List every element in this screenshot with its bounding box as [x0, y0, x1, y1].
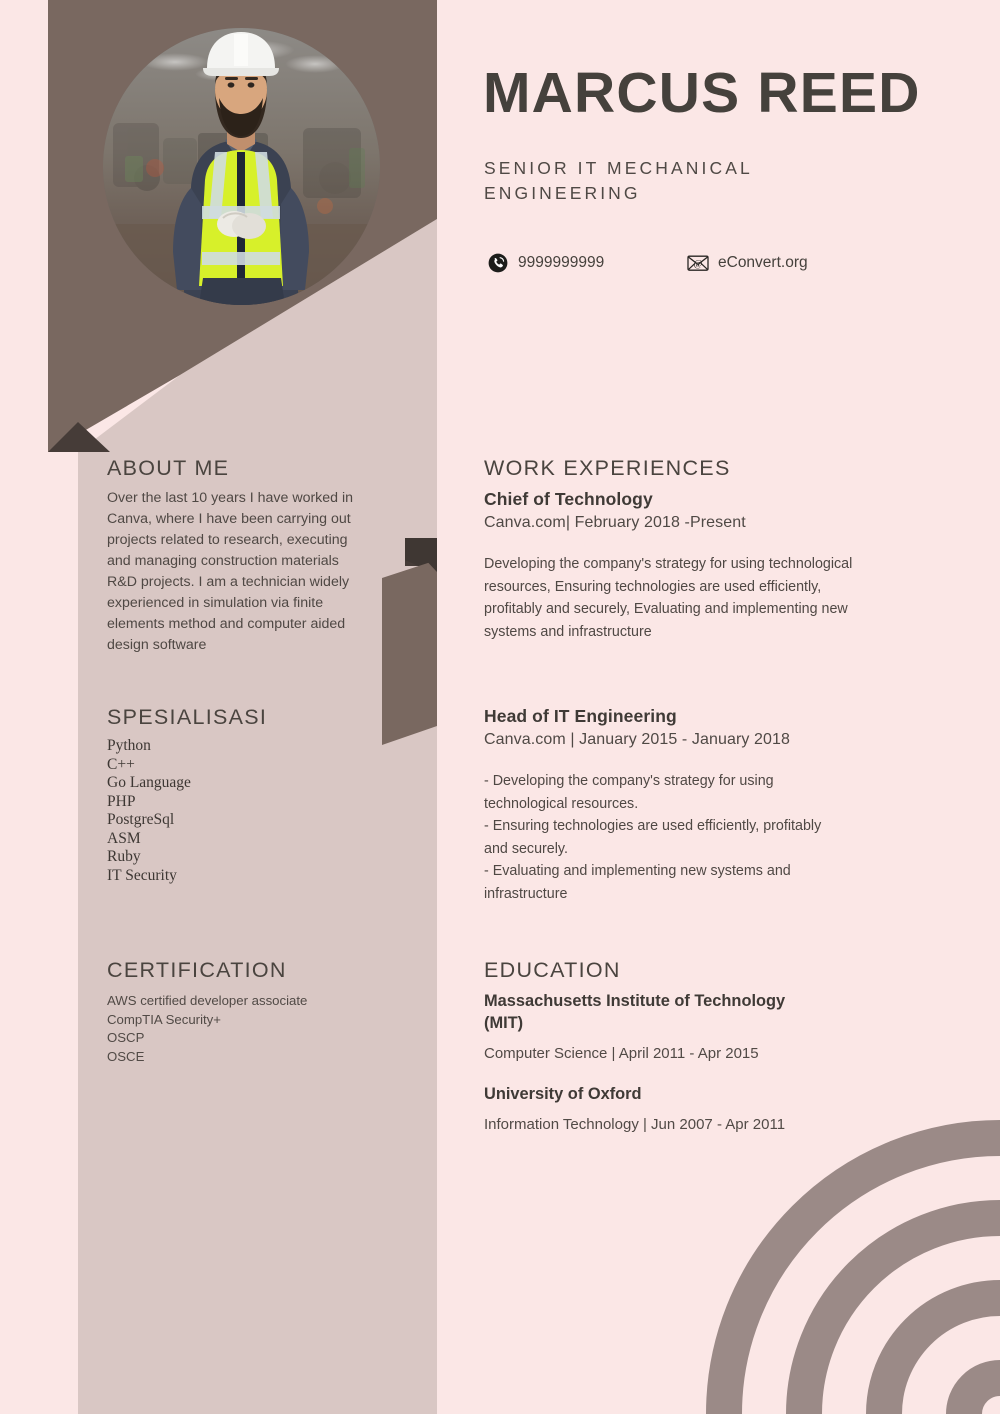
education-detail: Computer Science | April 2011 - Apr 2015 — [484, 1045, 759, 1062]
education-school: University of Oxford — [484, 1085, 642, 1103]
job-meta: Canva.com | January 2015 - January 2018 — [484, 731, 791, 748]
ribbon-body — [382, 560, 437, 745]
job-description-line: profitably and securely, Evaluating and implementing new — [484, 601, 848, 618]
certification-list — [107, 992, 369, 1066]
page-title: MARCUS REED — [483, 61, 921, 125]
job-meta: Canva.com| February 2018 -Present — [484, 514, 746, 531]
education-heading: EDUCATION — [484, 958, 621, 982]
job-description — [484, 553, 884, 643]
list-item: PHP — [107, 792, 136, 810]
education-detail: Information Technology | Jun 2007 - Apr 2011 — [484, 1116, 786, 1133]
list-item: C++ — [107, 755, 135, 773]
list-item: Python — [107, 737, 151, 754]
list-item: OSCP — [107, 1030, 145, 1046]
specialization-heading: SPESIALISASI — [107, 705, 268, 729]
phone-icon — [487, 252, 509, 274]
education-item-2 — [484, 1083, 884, 1135]
job-description-line: and securely. — [484, 840, 568, 857]
email-icon — [687, 252, 709, 274]
svg-text:@: @ — [693, 259, 703, 270]
job-description-line: - Developing the company's strategy for using — [484, 773, 774, 789]
job-description-line: systems and infrastructure — [484, 623, 652, 640]
job-description-line: Developing the company's strategy for using technological — [484, 556, 853, 572]
list-item: CompTIA Security+ — [107, 1011, 221, 1027]
profile-photo — [103, 28, 380, 305]
corner-arcs — [724, 1138, 1000, 1414]
contact-phone[interactable] — [487, 252, 687, 274]
list-item: Go Language — [107, 774, 191, 791]
about-heading: ABOUT ME — [107, 456, 230, 480]
job-title: Head of IT Engineering — [484, 706, 677, 726]
contact-email-value: eConvert.org — [718, 254, 808, 271]
job-title: Chief of Technology — [484, 489, 653, 509]
contact-email[interactable] — [687, 252, 808, 274]
job-description-line: infrastructure — [484, 885, 568, 902]
education-item-1 — [484, 990, 814, 1064]
list-item: OSCE — [107, 1048, 145, 1064]
profile-photo-illustration — [103, 28, 380, 305]
education-school: Massachusetts Institute of Technology (MIT) — [484, 992, 786, 1032]
list-item: AWS certified developer associate — [107, 993, 308, 1008]
list-item: IT Security — [107, 866, 177, 884]
job-description — [484, 770, 884, 906]
contact-row — [487, 252, 808, 274]
job-description-line: resources, Ensuring technologies are used efficiently, — [484, 578, 822, 595]
certification-heading: CERTIFICATION — [107, 958, 287, 982]
list-item: ASM — [107, 829, 141, 847]
specialization-list — [107, 737, 369, 885]
job-description-line: - Ensuring technologies are used efficiently, profitably — [484, 818, 822, 835]
list-item: PostgreSql — [107, 811, 175, 828]
work-item-1 — [484, 487, 884, 643]
about-text: Over the last 10 years I have worked in Canva, where I have been carrying out projects related to research, executing and managing construction materials R&D projects. I am a technician widely experienced in simulation via finite elements method and computer aided design software — [107, 490, 354, 653]
contact-phone-value: 9999999999 — [518, 254, 605, 271]
job-description-line: technological resources. — [484, 795, 639, 812]
work-item-2 — [484, 704, 884, 906]
job-description-line: - Evaluating and implementing new systems and — [484, 863, 791, 880]
job-subtitle: SENIOR IT MECHANICAL ENGINEERING — [484, 158, 753, 204]
work-heading: WORK EXPERIENCES — [484, 456, 731, 480]
list-item: Ruby — [107, 848, 141, 865]
